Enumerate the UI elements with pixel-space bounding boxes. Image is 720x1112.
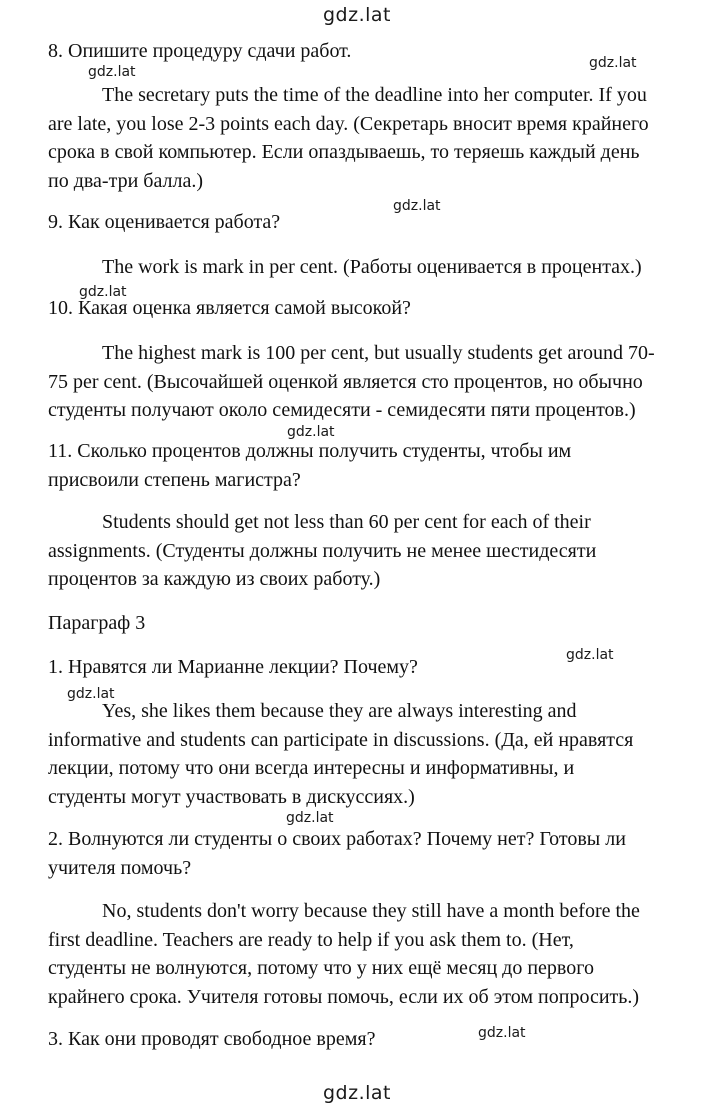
answer-line: срока в свой компьютер. Если опаздываешь, то теряешь каждый день [48, 141, 640, 163]
answer-line: лекции, потому что они всегда интересны и информативны, и [48, 757, 575, 779]
question-line: 2. Волнуются ли студенты о своих работах? Почему нет? Готовы ли [48, 828, 626, 850]
p3-question-2 [48, 825, 708, 882]
watermark: gdz.lat [88, 64, 136, 80]
answer-9 [48, 253, 708, 282]
watermark: gdz.lat [478, 1025, 526, 1041]
answer-8 [48, 81, 708, 195]
answer-line: Yes, she likes them because they are always interesting and [102, 700, 577, 722]
answer-10 [48, 339, 708, 425]
answer-line: процентов за каждую из своих работу.) [48, 568, 381, 590]
answer-line: first deadline. Teachers are ready to help if you ask them to. (Нет, [48, 928, 574, 951]
p3-answer-1 [48, 697, 708, 811]
p3-question-1: 1. Нравятся ли Марианне лекции? Почему? [48, 656, 418, 678]
watermark: gdz.lat [79, 284, 127, 300]
answer-line: студенты могут участвовать в дискуссиях.) [48, 785, 415, 808]
question-10: 10. Какая оценка является самой высокой? [48, 297, 411, 319]
answer-line: No, students don't worry because they still have a month before the [102, 900, 640, 922]
question-11 [48, 437, 708, 494]
watermark: gdz.lat [589, 55, 637, 71]
answer-line: assignments. (Студенты должны получить не менее шестидесяти [48, 539, 597, 562]
answer-line: informative and students can participate in discussions. (Да, ей нравятся [48, 728, 634, 751]
question-line: учителя помочь? [48, 856, 192, 879]
answer-line: are late, you lose 2-3 points each day. (Секретарь вносит время крайнего [48, 112, 649, 135]
question-9: 9. Как оценивается работа? [48, 211, 281, 233]
answer-line: студенты получают около семидесяти - семидесяти пяти процентов.) [48, 399, 636, 421]
answer-line: по два-три балла.) [48, 169, 204, 192]
p3-question-3: 3. Как они проводят свободное время? [48, 1028, 376, 1050]
p3-answer-2 [48, 897, 708, 1011]
watermark: gdz.lat [286, 810, 334, 826]
answer-line: студенты не волнуются, потому что у них ещё месяц до первого [48, 957, 594, 979]
answer-11 [48, 508, 708, 594]
answer-line: Students should get not less than 60 per cent for each of their [102, 511, 591, 533]
answer-line: крайнего срока. Учителя готовы помочь, если их об этом попросить.) [48, 985, 640, 1008]
section-heading: Параграф 3 [48, 612, 146, 634]
watermark: gdz.lat [566, 647, 614, 663]
watermark: gdz.lat [393, 198, 441, 214]
question-line: 11. Сколько процентов должны получить студенты, чтобы им [48, 440, 572, 462]
watermark-top: gdz.lat [323, 4, 392, 26]
answer-line: The highest mark is 100 per cent, but usually students get around 70- [102, 342, 655, 364]
answer-line: The work is mark in per cent. (Работы оценивается в процентах.) [102, 256, 642, 278]
watermark: gdz.lat [67, 686, 115, 702]
question-8: 8. Опишите процедуру сдачи работ. [48, 40, 352, 62]
answer-line: The secretary puts the time of the deadline into her computer. If you [102, 84, 647, 106]
watermark-bottom: gdz.lat [323, 1082, 392, 1104]
answer-line: 75 per cent. (Высочайшей оценкой является сто процентов, но обычно [48, 370, 643, 393]
watermark: gdz.lat [287, 424, 335, 440]
question-line: присвоили степень магистра? [48, 468, 301, 491]
